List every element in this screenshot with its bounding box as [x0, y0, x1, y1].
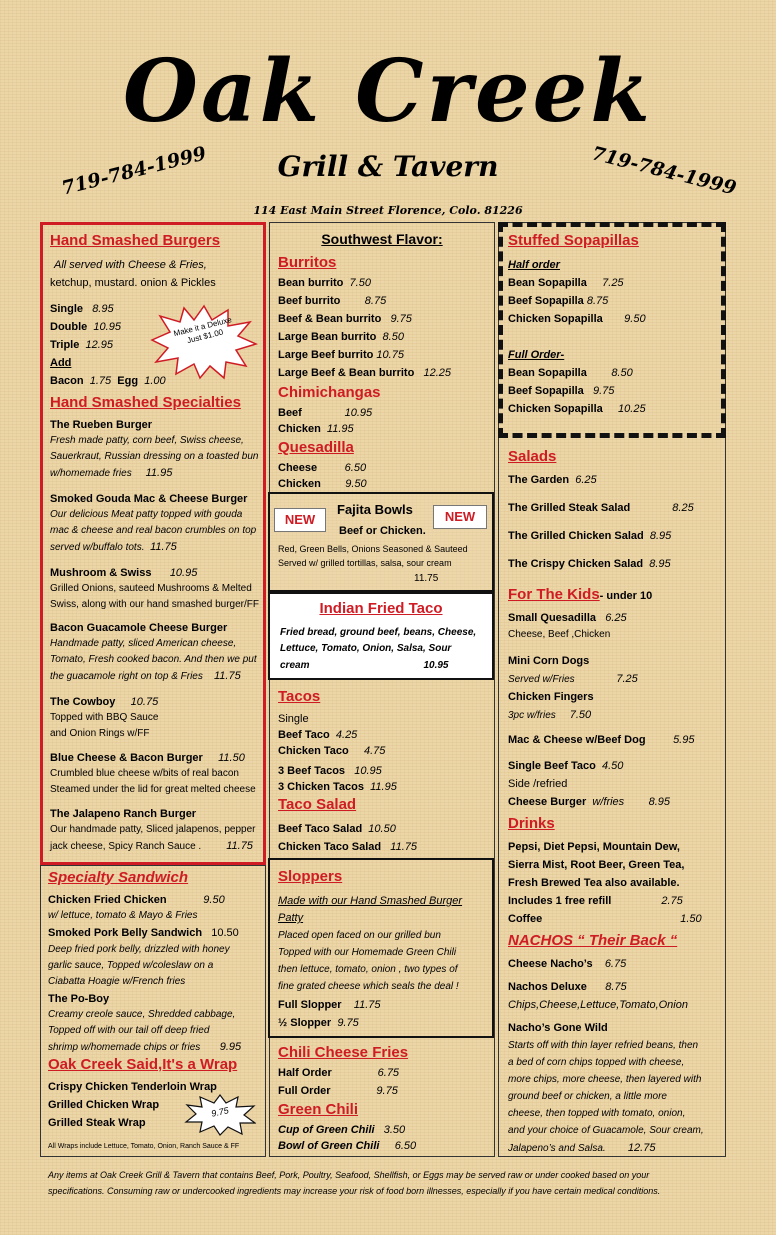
nachos-wild-d1: Starts off with thin layer refried beans, then — [508, 1040, 699, 1051]
drinks-coffee: Coffee 1.50 — [508, 913, 702, 925]
chimi-2: Chicken 11.95 — [278, 423, 354, 435]
spec-gouda-d2: mac & cheese and real bacon crumbles on top — [50, 525, 257, 536]
nachos-wild-d3: more chips, more cheese, then layered with — [508, 1074, 702, 1085]
specialties-title: Hand Smashed Specialties — [50, 394, 241, 411]
spec-cowboy-d1: Topped with BBQ Sauce — [50, 712, 159, 723]
salads-title: Salads — [508, 448, 557, 465]
burger-double: Double 10.95 — [50, 321, 121, 333]
green-chili-title: Green Chili — [278, 1101, 359, 1118]
spec-cowboy-d2: and Onion Rings w/FF — [50, 728, 150, 739]
kids-fingers-d: 3pc w/fries 7.50 — [508, 709, 592, 721]
burgers-desc-2: ketchup, mustard. onion & Pickles — [50, 277, 216, 289]
wraps-note: All Wraps include Lettuce, Tomato, Onion, Ranch Sauce & FF — [48, 1143, 240, 1150]
drinks-refill: Includes 1 free refill 2.75 — [508, 895, 683, 907]
nachos-title: NACHOS “ Their Back “ — [508, 932, 678, 949]
nachos-wild-d5: cheese, then topped with tomato, onion, — [508, 1108, 686, 1119]
sopa-full-3: Chicken Sopapilla 10.25 — [508, 403, 646, 415]
taco-3: 3 Beef Tacos 10.95 — [278, 765, 382, 777]
burrito-6: Large Beef & Bean burrito 12.25 — [278, 367, 452, 379]
burrito-4: Large Bean burrito 8.50 — [278, 331, 404, 343]
spec-blue-d1: Crumbled blue cheese w/bits of real bacon — [50, 768, 239, 779]
burgers-desc-1: All served with Cheese & Fries, — [54, 259, 207, 271]
footer-line-2: specifications. Consuming raw or undercooked ingredients may increase your risk of food born illnesses, especially if you have certain medical conditions. — [48, 1186, 661, 1196]
sopa-full-2: Beef Sopapilla 9.75 — [508, 385, 615, 397]
sloppers-d2: Topped with our Homemade Green Chili — [278, 947, 457, 958]
footer-line-1: Any items at Oak Creek Grill & Tavern that contains Beef, Pork, Poultry, Seafood, Shellfish, or Eggs may be served raw or under cooked based on your — [48, 1170, 650, 1180]
sloppers-d1: Placed open faced on our grilled bun — [278, 930, 441, 941]
indian-d1: Fried bread, ground beef, beans, Cheese, — [280, 627, 477, 638]
sopa-half-label: Half order — [508, 259, 560, 271]
chimi-title: Chimichangas — [278, 384, 381, 401]
sopa-full-label: Full Order- — [508, 349, 565, 361]
phone-right: 719-784-1999 — [589, 142, 739, 200]
fajita-d2: Served w/ grilled tortillas, salsa, sour cream — [278, 558, 452, 568]
sloppers-sub-2: Patty — [278, 912, 304, 924]
sopa-half-2: Beef Sopapilla 8.75 — [508, 295, 609, 307]
salad-2: The Grilled Steak Salad 8.25 — [508, 502, 694, 514]
fajita-sub: Beef or Chicken. — [339, 525, 426, 537]
sloppers-d4: fine grated cheese which seals the deal ! — [278, 981, 459, 992]
chili-fries-half: Half Order 6.75 — [278, 1067, 400, 1079]
spec-jalapeno-name: The Jalapeno Ranch Burger — [50, 808, 197, 820]
new-badge-left: NEW — [274, 508, 326, 532]
kids-cheeseburger: Cheese Burger w/fries 8.95 — [508, 796, 671, 808]
spec-mushroom-d2: Swiss, along with our hand smashed burger/FF — [50, 599, 259, 610]
quesa-1: Cheese 6.50 — [278, 462, 367, 474]
tacos-single: Single — [278, 713, 309, 725]
burger-addons: Bacon 1.75 Egg 1.00 — [50, 375, 166, 387]
taco-salad-1: Beef Taco Salad 10.50 — [278, 823, 396, 835]
green-chili-bowl: Bowl of Green Chili 6.50 — [278, 1140, 417, 1152]
spec-guac-d2: Tomato, Fresh cooked bacon. And then we put — [50, 654, 257, 665]
wrap-item-3: Grilled Steak Wrap — [48, 1117, 146, 1129]
southwest-title: Southwest Flavor: — [321, 231, 443, 247]
nachos-cheese: Cheese Nacho’s 6.75 — [508, 958, 627, 970]
spec-mushroom-name: Mushroom & Swiss 10.95 — [50, 567, 198, 579]
nachos-wild-d6: and your choice of Guacamole, Sour cream, — [508, 1125, 704, 1136]
spec-gouda-name: Smoked Gouda Mac & Cheese Burger — [50, 493, 248, 505]
spec-rueben-d3: w/homemade fries 11.95 — [50, 467, 173, 479]
wraps-title: Oak Creek Said,It's a Wrap — [48, 1056, 238, 1073]
chili-fries-full: Full Order 9.75 — [278, 1085, 398, 1097]
spec-guac-name: Bacon Guacamole Cheese Burger — [50, 622, 228, 634]
taco-1: Beef Taco 4.25 — [278, 729, 358, 741]
spec-blue-name: Blue Cheese & Bacon Burger 11.50 — [50, 752, 245, 764]
burger-add: Add — [50, 357, 72, 369]
quesa-title: Quesadilla — [278, 439, 354, 456]
kids-fingers: Chicken Fingers — [508, 691, 594, 703]
sand-poboy-d2: Topped off with our tail off deep fried — [48, 1025, 210, 1036]
sloppers-title: Sloppers — [278, 868, 343, 885]
kids-quesadilla-d: Cheese, Beef ,Chicken — [508, 629, 611, 640]
sand-cfc-name: Chicken Fried Chicken 9.50 — [48, 894, 225, 906]
sand-pork-d1: Deep fried pork belly, drizzled with honey — [48, 944, 230, 955]
drinks-l2: Sierra Mist, Root Beer, Green Tea, — [508, 859, 685, 871]
sopa-full-1: Bean Sopapilla 8.50 — [508, 367, 633, 379]
sand-cfc-d1: w/ lettuce, tomato & Mayo & Fries — [48, 910, 198, 921]
burrito-3: Beef & Bean burrito 9.75 — [278, 313, 412, 325]
spec-rueben-d2: Sauerkraut, Russian dressing on a toasted bun — [50, 451, 259, 462]
drinks-l1: Pepsi, Diet Pepsi, Mountain Dew, — [508, 841, 680, 853]
sand-pork-d2: garlic sauce, Topped w/coleslaw on a — [48, 960, 214, 971]
drinks-l3: Fresh Brewed Tea also available. — [508, 877, 680, 889]
spec-cowboy-name: The Cowboy 10.75 — [50, 696, 159, 708]
restaurant-logo: Oak Creek — [123, 41, 653, 142]
nachos-wild-d7: Jalapeno’s and Salsa. 12.75 — [508, 1142, 656, 1154]
spec-gouda-d3: served w/buffalo tots. 11.75 — [50, 541, 177, 553]
indian-d2: Lettuce, Tomato, Onion, Salsa, Sour — [280, 643, 452, 654]
wrap-item-1: Crispy Chicken Tenderloin Wrap — [48, 1081, 217, 1093]
sand-pork-d3: Ciabatta Hoagie w/French fries — [48, 976, 186, 987]
drinks-title: Drinks — [508, 815, 555, 832]
sopa-half-3: Chicken Sopapilla 9.50 — [508, 313, 646, 325]
spec-rueben-name: The Rueben Burger — [50, 419, 153, 431]
slopper-full: Full Slopper 11.75 — [278, 999, 381, 1011]
salad-3: The Grilled Chicken Salad 8.95 — [508, 530, 672, 542]
green-chili-cup: Cup of Green Chili 3.50 — [278, 1124, 406, 1136]
fajita-title: Fajita Bowls — [337, 502, 413, 517]
kids-mac: Mac & Cheese w/Beef Dog 5.95 — [508, 734, 695, 746]
wrap-item-2: Grilled Chicken Wrap — [48, 1099, 160, 1111]
kids-taco-d: Side /refried — [508, 778, 568, 790]
kids-title-row: For The Kids- under 10 — [508, 586, 653, 603]
restaurant-subtitle: Grill & Tavern — [277, 150, 499, 183]
sand-poboy-name: The Po-Boy — [48, 993, 110, 1005]
phone-left: 719-784-1999 — [59, 142, 209, 200]
chili-fries-title: Chili Cheese Fries — [278, 1044, 409, 1061]
nachos-wild: Nacho’s Gone Wild — [508, 1022, 608, 1034]
footer-disclaimer — [48, 1167, 738, 1199]
spec-jalapeno-d1: Our handmade patty, Sliced jalapenos, pepper — [50, 824, 256, 835]
spec-gouda-d1: Our delicious Meat patty topped with gouda — [50, 509, 243, 520]
salad-1: The Garden 6.25 — [508, 474, 597, 486]
sopapillas-title: Stuffed Sopapillas — [508, 232, 639, 249]
burrito-1: Bean burrito 7.50 — [278, 277, 371, 289]
new-badge-right: NEW — [433, 505, 487, 529]
burger-triple: Triple 12.95 — [50, 339, 113, 351]
taco-2: Chicken Taco 4.75 — [278, 745, 386, 757]
nachos-wild-d4: ground beef or chicken, a little more — [508, 1091, 667, 1102]
sand-poboy-d1: Creamy creole sauce, Shredded cabbage, — [48, 1009, 236, 1020]
kids-taco: Single Beef Taco 4.50 — [508, 760, 624, 772]
kids-corndogs: Mini Corn Dogs — [508, 655, 590, 667]
sopa-half-1: Bean Sopapilla 7.25 — [508, 277, 624, 289]
nachos-wild-d2: a bed of corn chips topped with cheese, — [508, 1057, 685, 1068]
indian-d3: cream 10.95 — [280, 660, 449, 671]
burritos-title: Burritos — [278, 254, 337, 271]
salad-4: The Crispy Chicken Salad 8.95 — [508, 558, 671, 570]
taco-salad-2: Chicken Taco Salad 11.75 — [278, 841, 417, 853]
spec-rueben-d1: Fresh made patty, corn beef, Swiss cheese, — [50, 435, 244, 446]
spec-blue-d2: Steamed under the lid for great melted cheese — [50, 784, 256, 795]
quesa-2: Chicken 9.50 — [278, 478, 367, 490]
burgers-title: Hand Smashed Burgers — [50, 232, 221, 249]
address: 114 East Main Street Florence, Colo. 81226 — [253, 204, 523, 217]
nachos-deluxe-d: Chips,Cheese,Lettuce,Tomato,Onion — [508, 999, 688, 1011]
spec-guac-d3: the guacamole right on top & Fries 11.75 — [50, 670, 241, 682]
sand-poboy-d3: shrimp w/homemade chips or fries 9.95 — [48, 1041, 242, 1053]
chimi-1: Beef 10.95 — [278, 407, 373, 419]
sandwich-title: Specialty Sandwich — [48, 869, 189, 886]
spec-mushroom-d1: Grilled Onions, sauteed Mushrooms & Melted — [50, 583, 252, 594]
tacos-title: Tacos — [278, 688, 321, 705]
sand-pork-name: Smoked Pork Belly Sandwich 10.50 — [48, 927, 239, 939]
burrito-2: Beef burrito 8.75 — [278, 295, 387, 307]
nachos-deluxe: Nachos Deluxe 8.75 — [508, 981, 627, 993]
indian-title: Indian Fried Taco — [319, 600, 443, 617]
sloppers-d3: then lettuce, tomato, onion , two types of — [278, 964, 458, 975]
spec-jalapeno-d2: jack cheese, Spicy Ranch Sauce . 11.75 — [50, 840, 253, 852]
burrito-5: Large Beef burrito 10.75 — [278, 349, 404, 361]
fajita-price: 11.75 — [414, 573, 439, 584]
wrap-price-text: 9.75 — [210, 1105, 230, 1119]
deluxe-text: Make it a Deluxe Just $1.00 — [172, 315, 233, 346]
slopper-half: ½ Slopper 9.75 — [278, 1017, 359, 1029]
sloppers-sub-1: Made with our Hand Smashed Burger — [278, 895, 463, 907]
spec-guac-d1: Handmade patty, sliced American cheese, — [50, 638, 237, 649]
kids-quesadilla: Small Quesadilla 6.25 — [508, 612, 627, 624]
taco-4: 3 Chicken Tacos 11.95 — [278, 781, 397, 793]
taco-salad-title: Taco Salad — [278, 796, 357, 813]
kids-corndogs-d: Served w/Fries 7.25 — [508, 673, 638, 685]
fajita-d1: Red, Green Bells, Onions Seasoned & Sauteed — [278, 544, 468, 554]
burger-single: Single 8.95 — [50, 303, 114, 315]
